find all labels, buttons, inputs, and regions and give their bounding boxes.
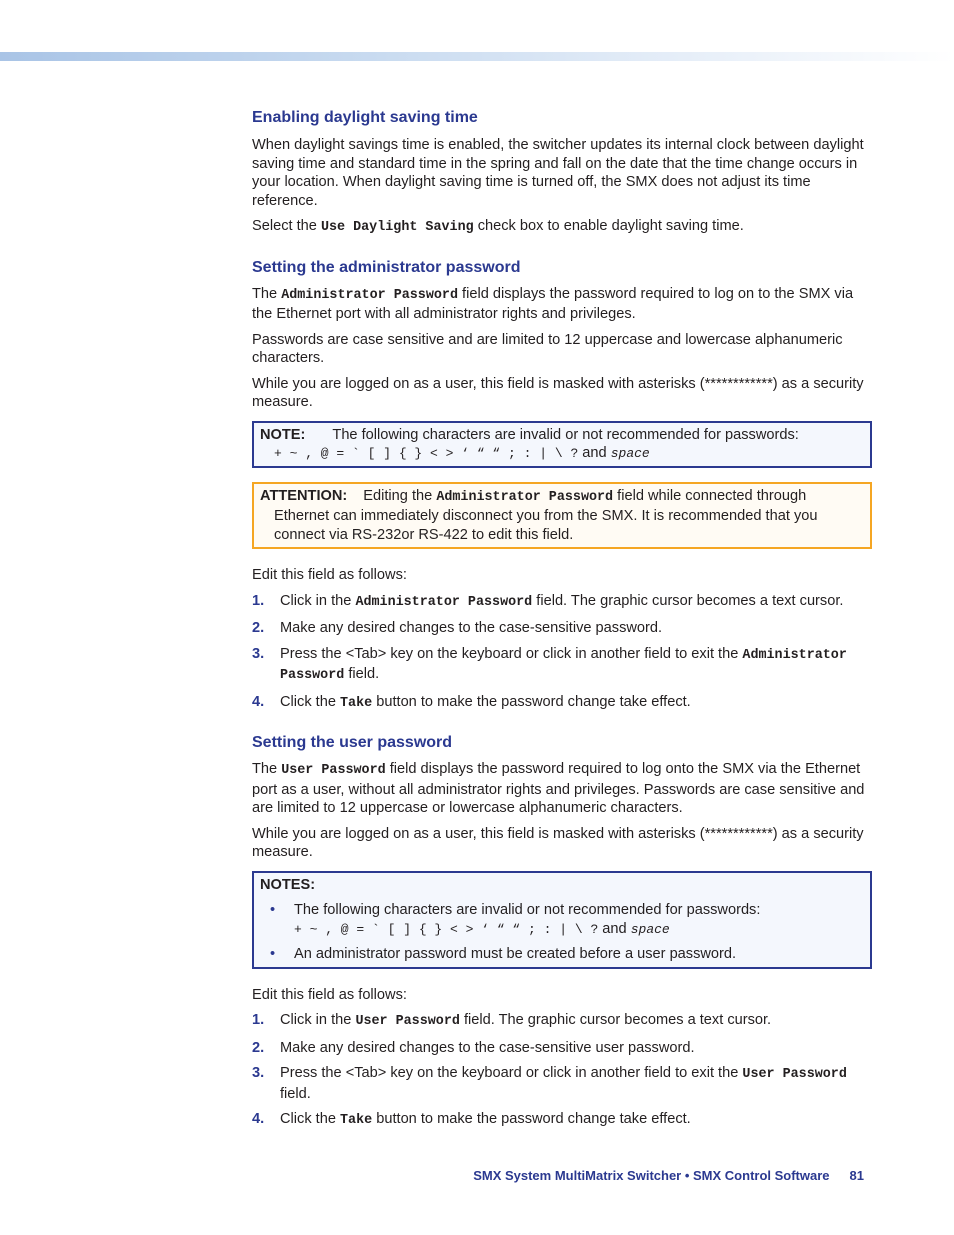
bullet: • [270, 902, 276, 918]
heading-daylight-saving: Enabling daylight saving time [252, 109, 478, 126]
text: check box to enable daylight saving time. [473, 218, 744, 234]
step-number: 4. [252, 693, 265, 710]
attention-box [252, 482, 872, 550]
admin-paragraph-3: While you are logged on as a user, this field is masked with asterisks (************) as a security measure. [252, 375, 864, 410]
user-step-1 [252, 1011, 872, 1032]
note-text: The following characters are invalid or not recommended for passwords: [332, 426, 799, 443]
code-use-daylight-saving: Use Daylight Saving [320, 220, 474, 235]
notes-item-2 [260, 945, 864, 964]
code-take: Take [340, 1113, 373, 1128]
text: field while connected through Ethernet can immediately disconnect you from the SMX. It is recommended that you connect via RS-232or RS-422 to edit this field. [274, 487, 818, 543]
step-number: 3. [252, 645, 265, 662]
admin-step-1 [252, 592, 872, 613]
user-edit-intro: Edit this field as follows: [252, 986, 407, 1003]
user-steps-list [252, 1011, 872, 1131]
text: and [578, 445, 611, 461]
notes-item-1 [260, 901, 864, 939]
text: field. [280, 1085, 311, 1102]
admin-step-2 [252, 619, 872, 638]
note-space: space [610, 446, 650, 461]
text: Press the <Tab> key on the keyboard or click in another field to exit the [280, 1065, 743, 1081]
note-invalid-chars: + ~ , @ = ` [ ] { } < > ‘ “ “ ; : | \ ? [274, 446, 579, 461]
page-content [252, 108, 872, 1131]
daylight-instruction [252, 217, 872, 238]
text: The [252, 285, 282, 302]
step-number: 1. [252, 1012, 265, 1028]
text: field. [344, 666, 380, 682]
heading-admin-password: Setting the administrator password [252, 258, 521, 276]
notes-invalid-chars: + ~ , @ = ` [ ] { } < > ‘ “ “ ; : | \ ? [294, 921, 599, 937]
note-label: NOTE: [260, 426, 306, 443]
text: Select the [252, 218, 321, 234]
page-footer [473, 1167, 864, 1186]
code-user-password: User Password [281, 763, 386, 778]
page-number: 81 [849, 1168, 864, 1183]
user-step-4 [252, 1110, 872, 1131]
text: button to make the password change take effect. [372, 1111, 691, 1127]
text: Click the [280, 693, 341, 710]
step-number: 1. [252, 592, 265, 609]
attention-text [260, 487, 864, 545]
code-admin-password: Administrator Password [436, 489, 614, 505]
footer-title: SMX System MultiMatrix Switcher • SMX Control Software [473, 1168, 830, 1183]
text: field displays the password required to log onto the SMX via the Ethernet port as a user, without all administrator rights and privileges. Passwords are case sensitive and are limited to 12 uppercase or lowercase alphanumeric characters. [252, 761, 865, 816]
text: Press the <Tab> key on the keyboard or click in another field to exit the [280, 645, 743, 662]
text: and [598, 920, 631, 937]
text: button to make the password change take effect. [372, 693, 691, 710]
text: The [252, 761, 282, 777]
attention-label: ATTENTION: [260, 487, 348, 504]
code-user-password: User Password [355, 1014, 460, 1029]
text: An administrator password must be created before a user password. [294, 946, 737, 962]
code-admin-password: Administrator Password [281, 287, 458, 303]
heading-user-password: Setting the user password [252, 734, 453, 751]
note-line-1 [260, 426, 864, 445]
bullet: • [270, 946, 276, 962]
text: field. The graphic cursor becomes a text cursor. [459, 1012, 772, 1028]
step-number: 4. [252, 1111, 265, 1127]
notes-label: NOTES: [260, 876, 316, 893]
text: Click in the [280, 1012, 356, 1028]
step-number: 3. [252, 1065, 265, 1081]
code-take: Take [340, 695, 373, 711]
text: Click in the [280, 592, 356, 609]
user-step-2 [252, 1039, 872, 1058]
code-user-password: User Password [742, 1067, 847, 1082]
step-number: 2. [252, 620, 265, 636]
daylight-paragraph: When daylight savings time is enabled, the switcher updates its internal clock between daylight saving time and standard time in the spring and fall on the date that the time change occurs in your location. When daylight saving time is turned off, the SMX does not adjust its time reference. [252, 137, 864, 209]
text: field displays the password required to log on to the SMX via the Ethernet port with all administrator rights and privileges. [252, 285, 854, 322]
text: The following characters are invalid or not recommended for passwords: [294, 902, 761, 918]
text: Click the [280, 1111, 341, 1127]
admin-edit-intro: Edit this field as follows: [252, 567, 407, 583]
user-step-3 [252, 1064, 872, 1103]
note-line-2 [260, 444, 864, 464]
text: Make any desired changes to the case-sensitive password. [280, 620, 663, 636]
text: Editing the [363, 487, 437, 504]
notes-space: space [630, 921, 670, 937]
admin-steps-list [252, 592, 872, 714]
step-number: 2. [252, 1039, 265, 1056]
admin-step-3 [252, 645, 872, 686]
admin-step-4 [252, 693, 872, 714]
note-box [252, 421, 872, 468]
text: field. The graphic cursor becomes a text cursor. [532, 592, 844, 609]
user-paragraph-1 [252, 760, 872, 818]
user-paragraph-2: While you are logged on as a user, this field is masked with asterisks (************) as a security measure. [252, 825, 864, 860]
code-admin-password: Administrator Password [280, 647, 847, 683]
notes-box [252, 871, 872, 969]
admin-paragraph-2: Passwords are case sensitive and are limited to 12 uppercase and lowercase alphanumeric characters. [252, 331, 843, 366]
notes-list [260, 901, 864, 964]
admin-paragraph-1 [252, 285, 872, 324]
header-gradient-bar [0, 52, 954, 61]
text: Make any desired changes to the case-sensitive user password. [280, 1039, 695, 1056]
code-admin-password: Administrator Password [355, 594, 533, 610]
